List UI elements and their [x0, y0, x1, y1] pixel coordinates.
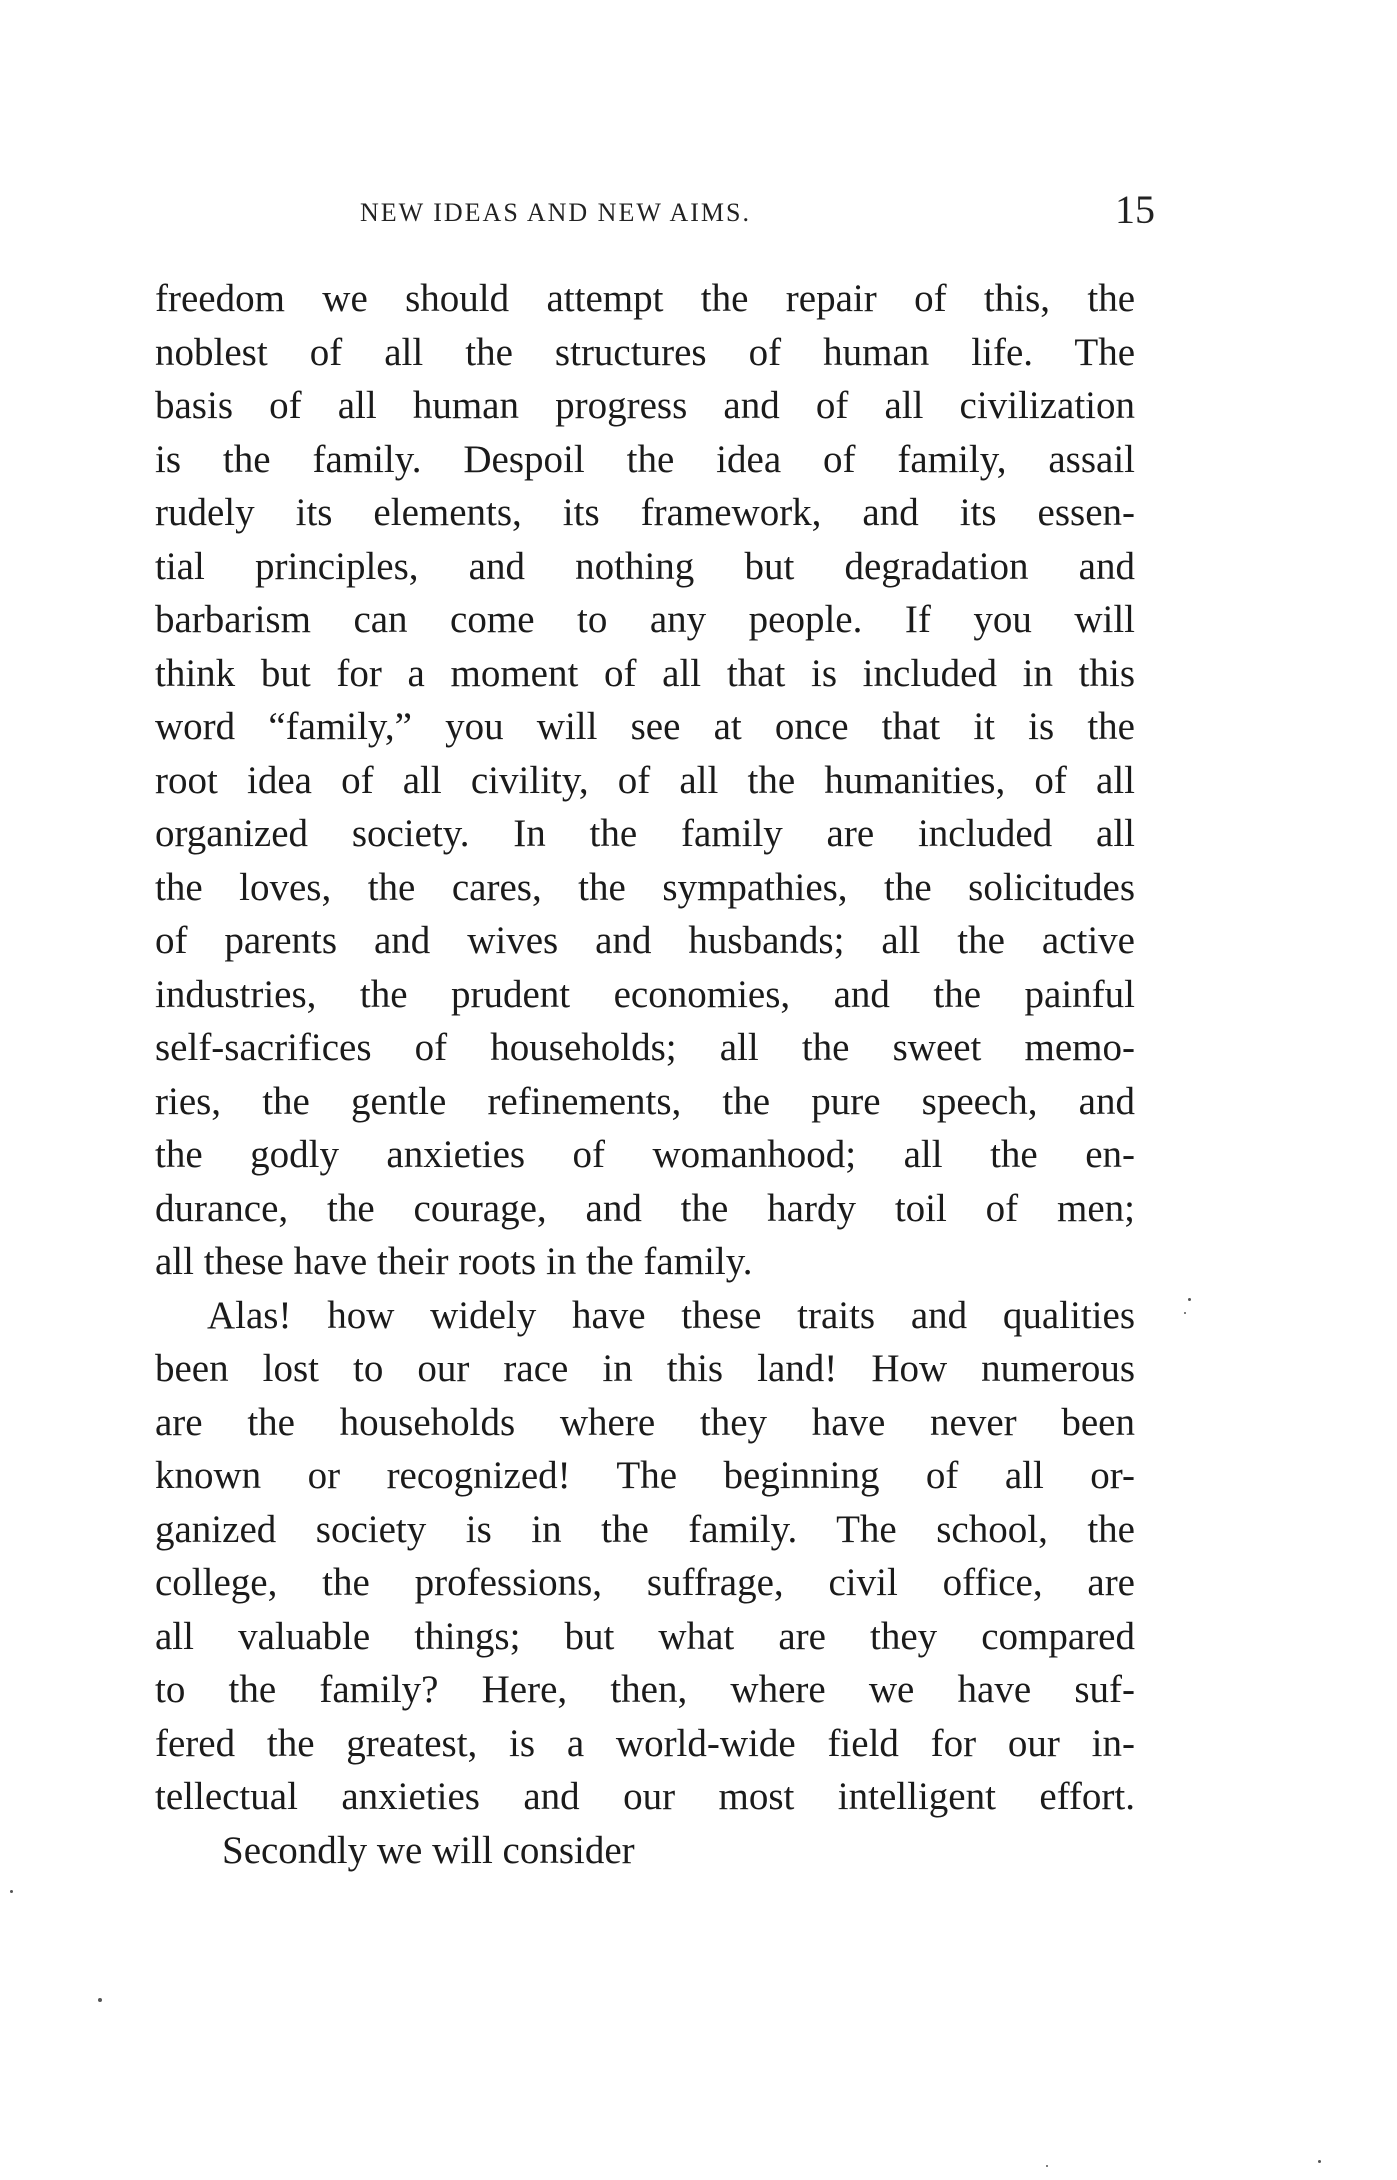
paragraph-2: [155, 1289, 1135, 1824]
scan-speck: [10, 1890, 13, 1893]
text-line: root idea of all civility, of all the humanities, of all: [155, 758, 1135, 802]
text-line: Secondly we will consider: [222, 1828, 635, 1872]
text-line: college, the professions, suffrage, civil office, are: [155, 1561, 1135, 1604]
text-line: is the family. Despoil the idea of family, assail: [155, 437, 1135, 481]
text-line: basis of all human progress and of all civilization: [155, 384, 1135, 427]
scan-speck: [1188, 1298, 1191, 1301]
text-line: durance, the courage, and the hardy toil of men;: [155, 1186, 1135, 1230]
text-line: freedom we should attempt the repair of this, the: [155, 277, 1135, 320]
text-line: Alas! how widely have these traits and qualities: [207, 1293, 1135, 1337]
text-line: rudely its elements, its framework, and its essen-: [155, 491, 1135, 534]
text-line: to the family? Here, then, where we have suf-: [155, 1668, 1135, 1711]
text-line: all valuable things; but what are they compared: [155, 1614, 1135, 1658]
text-line: think but for a moment of all that is included in this: [155, 651, 1135, 695]
text-line: word “family,” you will see at once that it is the: [155, 705, 1135, 748]
scan-speck: [98, 1998, 102, 2002]
text-line: been lost to our race in this land! How numerous: [155, 1347, 1135, 1390]
text-line: the loves, the cares, the sympathies, the solicitudes: [155, 865, 1135, 909]
text-line: industries, the prudent economies, and the painful: [155, 972, 1135, 1016]
text-line: barbarism can come to any people. If you will: [155, 598, 1135, 641]
paragraph-1: [155, 272, 1135, 1289]
text-line: of parents and wives and husbands; all the active: [155, 919, 1135, 962]
text-line: ries, the gentle refinements, the pure speech, and: [155, 1079, 1135, 1123]
paragraph-3: [155, 1824, 1135, 1878]
text-line: the godly anxieties of womanhood; all the en-: [155, 1133, 1135, 1176]
scan-speck: [1184, 1312, 1186, 1314]
text-line: known or recognized! The beginning of all or-: [155, 1454, 1135, 1497]
scan-speck: [1046, 2165, 1048, 2167]
text-line: are the households where they have never been: [155, 1400, 1135, 1444]
text-line: tial principles, and nothing but degradation and: [155, 544, 1135, 588]
body-text: [155, 272, 1135, 1877]
page-number: 15: [1115, 187, 1155, 232]
text-line: all these have their roots in the family.: [155, 1240, 753, 1283]
running-head-title: NEW IDEAS AND NEW AIMS.: [360, 198, 751, 227]
text-line: organized society. In the family are included all: [155, 812, 1135, 855]
text-line: fered the greatest, is a world-wide field for our in-: [155, 1721, 1135, 1765]
text-line: ganized society is in the family. The school, the: [155, 1507, 1135, 1551]
text-line: tellectual anxieties and our most intelligent effort.: [155, 1775, 1135, 1818]
scan-speck: [1318, 2160, 1321, 2163]
text-line: self-sacrifices of households; all the sweet memo-: [155, 1026, 1135, 1069]
text-line: noblest of all the structures of human life. The: [155, 330, 1135, 374]
